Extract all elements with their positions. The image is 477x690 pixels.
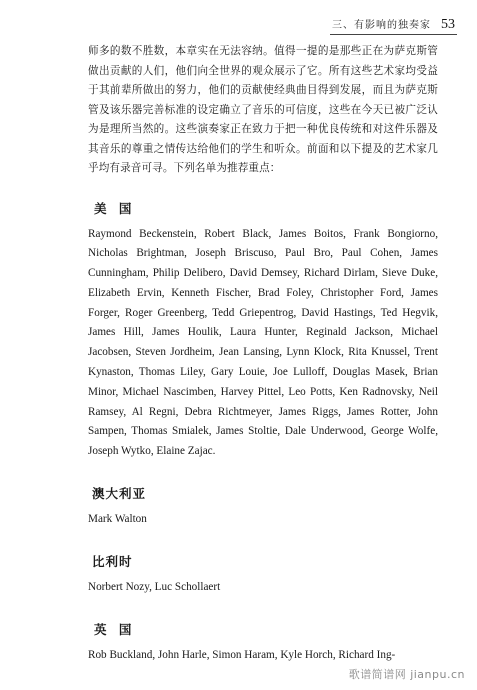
section-belgium bbox=[88, 552, 438, 598]
page-content bbox=[88, 42, 438, 665]
names-uk: Rob Buckland, John Harle, Simon Haram, Kyle Horch, Richard Ing- bbox=[88, 648, 396, 661]
section-title-uk: 英 国 bbox=[94, 621, 136, 637]
header-rule bbox=[330, 34, 457, 35]
section-title-belgium: 比利时 bbox=[92, 553, 133, 569]
names-usa: Raymond Beckenstein, Robert Black, James Boitos, Frank Bongiorno, Nicholas Brightman, Joseph Briscuso, Paul Bro, Paul Cohen, James Cunningham, Philip Delibero, David Demsey, Richard Dirlam, Sieve Duke, Elizabeth Ervin, Kenneth Fischer, Brad Foley, Christopher Ford, James Forger, Roger Greenberg, Tedd Griepentrog, David Hastings, Ted Hegvik, James Hill, James Houlik, Laura Hunter, Reginald Jackson, Michael Jacobsen, Steven Jordheim, Jean Lansing, Lynn Klock, Rita Knussel, Trent Kynaston, Thomas Liley, Gary Louie, Joe Lulloff, Douglas Masek, Brian Minor, Michael Nascimben, Harvey Pittel, Leo Potts, Ken Radnovsky, Neil Ramsey, Al Regni, Debra Richtmeyer, James Riggs, James Rotter, John Sampen, Thomas Smialek, James Stoltie, Dale Underwood, George Wolfe, Joseph Wytko, Elaine Zajac. bbox=[88, 227, 438, 458]
intro-paragraph: 师多的数不胜数，本章实在无法容纳。值得一提的是那些正在为萨克斯管做出贡献的人们，他们向全世界的观众展示了它。所有这些艺术家均受益于其前辈所做出的努力，他们的贡献使经典曲目得到发展，而且为萨克斯管及该乐器完善标准的设定确立了音乐的可信度，这些在今天已被广泛认为是理所当然的。这些演奏家正在致力于把一种优良传统和对这件乐器及其音乐的尊重之情传达给他们的学生和听众。前面和以下提及的艺术家几乎均有录音可寻。下列名单为推荐重点： bbox=[88, 45, 438, 174]
section-title-australia: 澳大利亚 bbox=[92, 486, 147, 502]
running-header bbox=[332, 16, 455, 33]
site-watermark: 歌谱简谱网 jianpu.cn bbox=[348, 668, 465, 681]
page-number: 53 bbox=[441, 17, 455, 32]
chapter-title: 三、有影响的独奏家 bbox=[332, 20, 431, 31]
section-title-usa: 美 国 bbox=[94, 200, 136, 216]
section-uk bbox=[88, 620, 438, 666]
section-australia bbox=[88, 484, 438, 530]
names-belgium: Norbert Nozy, Luc Schollaert bbox=[88, 580, 221, 593]
names-australia: Mark Walton bbox=[88, 513, 147, 526]
section-usa bbox=[88, 199, 438, 463]
